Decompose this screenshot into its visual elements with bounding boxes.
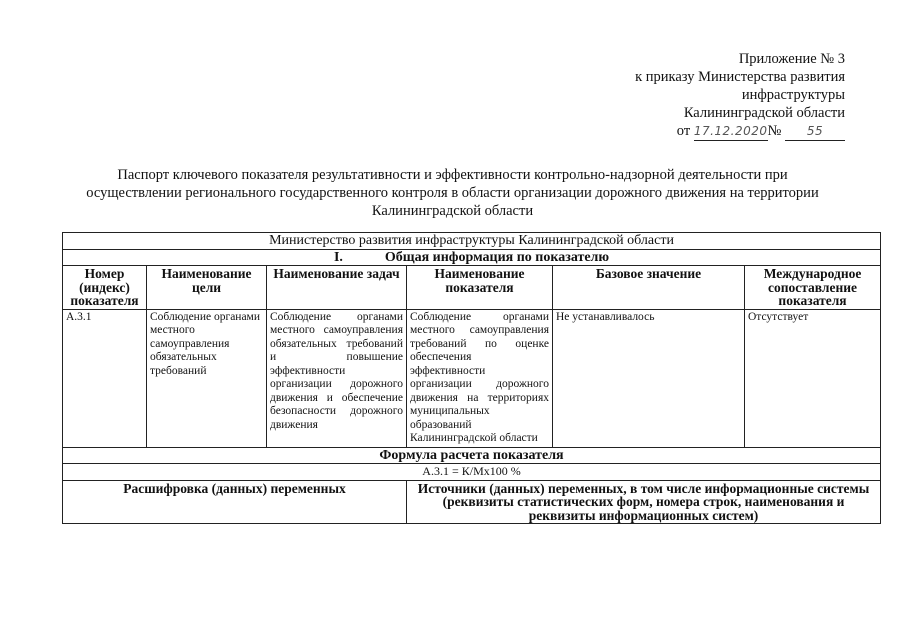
variables-header-row bbox=[63, 480, 881, 524]
title-line: Паспорт ключевого показателя результативности и эффективности контрольно-надзорной деятельности при bbox=[117, 167, 788, 183]
table-row bbox=[63, 309, 881, 447]
cell-base: Не устанавливалось bbox=[553, 309, 745, 447]
section-title: Общая информация по показателю bbox=[384, 249, 610, 265]
section-number: I. bbox=[333, 249, 343, 265]
handwritten-date: 17.12.2020 bbox=[694, 122, 768, 141]
annex-line: Приложение № 3 bbox=[738, 51, 845, 67]
variables-header: Расшифровка (данных) переменных bbox=[63, 480, 407, 524]
number-sign: № bbox=[767, 123, 782, 139]
title-line: Калининградской области bbox=[371, 203, 534, 219]
cell-indicator: Соблюдение органами местного самоуправления требований по оценке обеспечения эффективности организации дорожного движения на территориях муниципальных образований Калининградской области bbox=[407, 309, 553, 447]
sources-header: Источники (данных) переменных, в том числе информационные системы (реквизиты статистических форм, номера строк, наименования и реквизиты информационных систем) bbox=[407, 480, 881, 524]
title-line: осуществлении регионального государственного контроля в области организации дорожного движения на территории bbox=[86, 185, 819, 201]
annex-line: к приказу Министерства развития bbox=[635, 69, 845, 85]
cell-index: А.3.1 bbox=[63, 309, 147, 447]
header-indicator: Наименование показателя bbox=[407, 266, 553, 310]
cell-goal: Соблюдение органами местного самоуправления обязательных требований bbox=[147, 309, 267, 447]
ministry-row: Министерство развития инфраструктуры Калининградской области bbox=[63, 233, 881, 250]
header-base: Базовое значение bbox=[553, 266, 745, 310]
annex-line: Калининградской области bbox=[683, 105, 845, 121]
header-goal: Наименование цели bbox=[147, 266, 267, 310]
section-row bbox=[63, 249, 881, 266]
annex-from-label: от bbox=[676, 123, 691, 139]
header-international: Международное сопоставление показателя bbox=[745, 266, 881, 310]
handwritten-number: 55 bbox=[785, 122, 845, 141]
header-row bbox=[63, 266, 881, 310]
passport-table bbox=[62, 232, 881, 524]
header-tasks: Наименование задач bbox=[267, 266, 407, 310]
cell-tasks: Соблюдение органами местного самоуправления обязательных требований и повышение эффективности организации дорожного движения и обеспечение безопасности дорожного движения bbox=[267, 309, 407, 447]
document-title bbox=[40, 166, 865, 220]
annex-block bbox=[635, 50, 845, 141]
cell-international: Отсутствует bbox=[745, 309, 881, 447]
annex-line: инфраструктуры bbox=[741, 87, 845, 103]
header-index: Номер (индекс) показателя bbox=[63, 266, 147, 310]
annex-date-line bbox=[635, 122, 845, 141]
formula-header: Формула расчета показателя bbox=[63, 447, 881, 464]
formula-value: А.3.1 = К/Мх100 % bbox=[63, 464, 881, 481]
